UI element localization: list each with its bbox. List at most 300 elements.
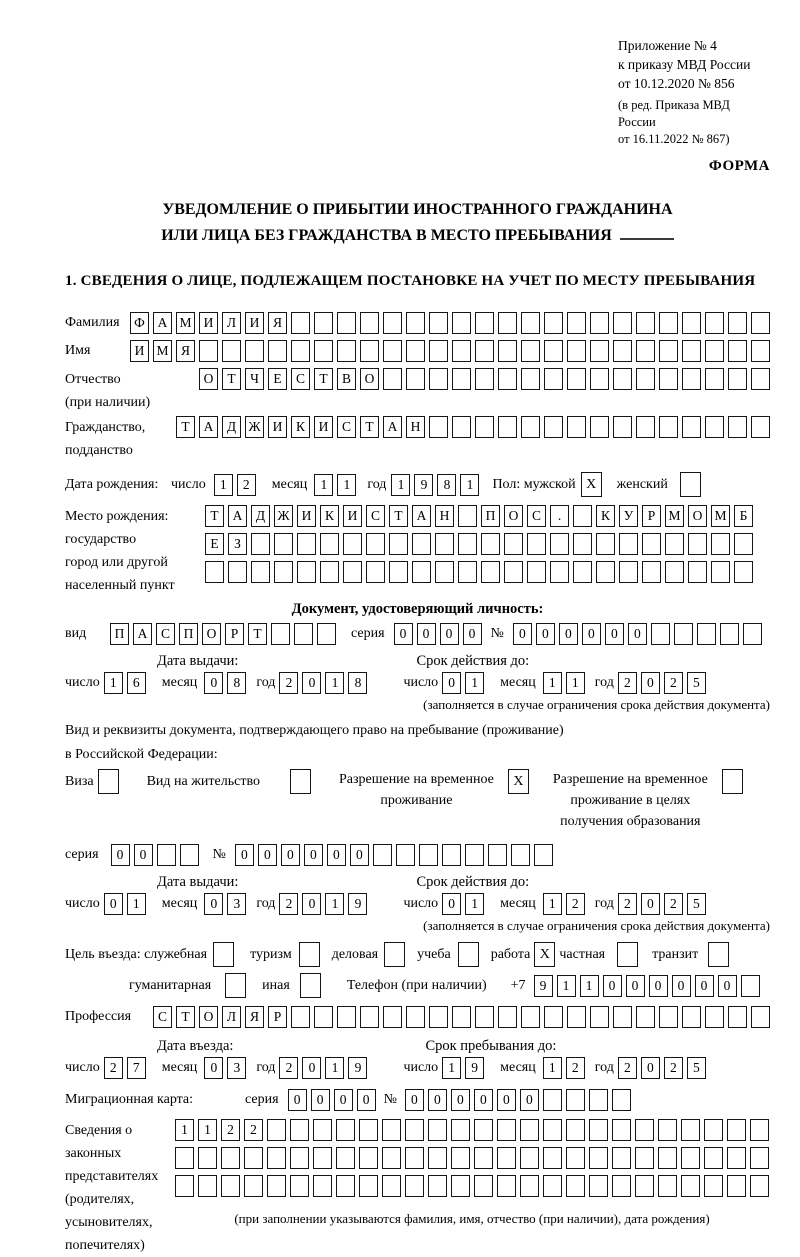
char-cell[interactable]: 0	[204, 893, 223, 915]
char-cell[interactable]	[596, 561, 615, 583]
char-cell[interactable]: Т	[314, 368, 333, 390]
char-cell[interactable]	[497, 1119, 516, 1141]
char-cell[interactable]: 5	[687, 672, 706, 694]
char-cell[interactable]	[520, 1175, 539, 1197]
char-cell[interactable]: 1	[175, 1119, 194, 1141]
char-cell[interactable]	[659, 416, 678, 438]
char-cell[interactable]: 0	[204, 1057, 223, 1079]
char-cell[interactable]: Т	[222, 368, 241, 390]
char-cell[interactable]	[198, 1147, 217, 1169]
char-cell[interactable]	[705, 1006, 724, 1028]
char-cell[interactable]	[544, 368, 563, 390]
char-cell[interactable]: 2	[618, 1057, 637, 1079]
char-cell[interactable]	[475, 1006, 494, 1028]
char-cell[interactable]	[658, 1119, 677, 1141]
char-cell[interactable]	[274, 533, 293, 555]
char-cell[interactable]	[359, 1147, 378, 1169]
char-cell[interactable]: 0	[641, 1057, 660, 1079]
char-cell[interactable]	[498, 368, 517, 390]
char-cell[interactable]	[474, 1175, 493, 1197]
char-cell[interactable]	[590, 368, 609, 390]
char-cell[interactable]: 0	[442, 893, 461, 915]
char-cell[interactable]: 0	[603, 975, 622, 997]
char-cell[interactable]	[452, 340, 471, 362]
char-cell[interactable]	[697, 623, 716, 645]
char-cell[interactable]	[428, 1119, 447, 1141]
char-cell[interactable]	[704, 1175, 723, 1197]
char-cell[interactable]	[589, 1175, 608, 1197]
char-cell[interactable]	[314, 1006, 333, 1028]
char-cell[interactable]	[314, 312, 333, 334]
char-cell[interactable]: 0	[428, 1089, 447, 1111]
char-cell[interactable]	[267, 1147, 286, 1169]
char-cell[interactable]	[297, 533, 316, 555]
char-cell[interactable]: И	[314, 416, 333, 438]
char-cell[interactable]	[451, 1175, 470, 1197]
char-cell[interactable]	[665, 561, 684, 583]
char-cell[interactable]: 2	[566, 1057, 585, 1079]
char-cell[interactable]: 0	[302, 893, 321, 915]
char-cell[interactable]: С	[291, 368, 310, 390]
char-cell[interactable]	[613, 312, 632, 334]
char-cell[interactable]: 9	[465, 1057, 484, 1079]
char-cell[interactable]	[198, 1175, 217, 1197]
char-cell[interactable]	[383, 312, 402, 334]
char-cell[interactable]	[659, 368, 678, 390]
char-cell[interactable]	[359, 1119, 378, 1141]
char-cell[interactable]: И	[297, 505, 316, 527]
char-cell[interactable]: Ж	[245, 416, 264, 438]
char-cell[interactable]	[451, 1147, 470, 1169]
char-cell[interactable]	[567, 312, 586, 334]
char-cell[interactable]	[180, 844, 199, 866]
char-cell[interactable]	[452, 416, 471, 438]
char-cell[interactable]	[682, 340, 701, 362]
char-cell[interactable]: 0	[204, 672, 223, 694]
char-cell[interactable]: З	[228, 533, 247, 555]
char-cell[interactable]: Я	[176, 340, 195, 362]
char-cell[interactable]	[383, 368, 402, 390]
char-cell[interactable]	[474, 1147, 493, 1169]
char-cell[interactable]: Т	[248, 623, 267, 645]
char-cell[interactable]	[475, 340, 494, 362]
char-cell[interactable]	[682, 312, 701, 334]
char-cell[interactable]: П	[481, 505, 500, 527]
char-cell[interactable]	[504, 533, 523, 555]
char-cell[interactable]	[221, 1175, 240, 1197]
sex-female-checkbox[interactable]	[680, 472, 701, 497]
char-cell[interactable]	[452, 1006, 471, 1028]
char-cell[interactable]: 1	[391, 474, 410, 496]
char-cell[interactable]: Ч	[245, 368, 264, 390]
char-cell[interactable]: О	[199, 368, 218, 390]
char-cell[interactable]	[705, 312, 724, 334]
char-cell[interactable]: 2	[244, 1119, 263, 1141]
char-cell[interactable]	[659, 312, 678, 334]
char-cell[interactable]	[228, 561, 247, 583]
char-cell[interactable]: П	[110, 623, 129, 645]
char-cell[interactable]	[313, 1175, 332, 1197]
char-cell[interactable]: И	[199, 312, 218, 334]
char-cell[interactable]	[481, 533, 500, 555]
char-cell[interactable]: 8	[227, 672, 246, 694]
char-cell[interactable]	[711, 561, 730, 583]
char-cell[interactable]: 2	[279, 672, 298, 694]
char-cell[interactable]	[527, 533, 546, 555]
char-cell[interactable]: 2	[566, 893, 585, 915]
char-cell[interactable]	[336, 1147, 355, 1169]
char-cell[interactable]	[659, 1006, 678, 1028]
char-cell[interactable]	[475, 368, 494, 390]
char-cell[interactable]	[728, 368, 747, 390]
char-cell[interactable]	[366, 561, 385, 583]
purpose-official-checkbox[interactable]	[213, 942, 234, 967]
char-cell[interactable]: 0	[672, 975, 691, 997]
char-cell[interactable]	[511, 844, 530, 866]
char-cell[interactable]: И	[245, 312, 264, 334]
char-cell[interactable]	[290, 1147, 309, 1169]
purpose-business-checkbox[interactable]	[384, 942, 405, 967]
char-cell[interactable]	[405, 1147, 424, 1169]
char-cell[interactable]: 0	[302, 672, 321, 694]
char-cell[interactable]	[474, 1119, 493, 1141]
char-cell[interactable]: 5	[687, 893, 706, 915]
char-cell[interactable]: Д	[222, 416, 241, 438]
char-cell[interactable]: В	[337, 368, 356, 390]
char-cell[interactable]: Т	[205, 505, 224, 527]
char-cell[interactable]: 0	[442, 672, 461, 694]
char-cell[interactable]: 0	[311, 1089, 330, 1111]
char-cell[interactable]	[636, 416, 655, 438]
char-cell[interactable]	[458, 561, 477, 583]
char-cell[interactable]: Т	[360, 416, 379, 438]
char-cell[interactable]	[520, 1119, 539, 1141]
char-cell[interactable]: 0	[628, 623, 647, 645]
char-cell[interactable]: 2	[664, 893, 683, 915]
char-cell[interactable]	[682, 416, 701, 438]
char-cell[interactable]: К	[291, 416, 310, 438]
char-cell[interactable]	[336, 1175, 355, 1197]
char-cell[interactable]: С	[156, 623, 175, 645]
char-cell[interactable]	[267, 1119, 286, 1141]
char-cell[interactable]	[751, 340, 770, 362]
char-cell[interactable]: 1	[198, 1119, 217, 1141]
char-cell[interactable]	[521, 1006, 540, 1028]
char-cell[interactable]: Б	[734, 505, 753, 527]
char-cell[interactable]: 3	[227, 1057, 246, 1079]
char-cell[interactable]	[728, 312, 747, 334]
char-cell[interactable]	[343, 533, 362, 555]
char-cell[interactable]: .	[550, 505, 569, 527]
char-cell[interactable]: И	[343, 505, 362, 527]
char-cell[interactable]: М	[176, 312, 195, 334]
char-cell[interactable]	[383, 340, 402, 362]
char-cell[interactable]: 1	[325, 672, 344, 694]
char-cell[interactable]	[268, 340, 287, 362]
char-cell[interactable]: М	[711, 505, 730, 527]
char-cell[interactable]: 5	[687, 1057, 706, 1079]
char-cell[interactable]	[373, 844, 392, 866]
char-cell[interactable]	[314, 340, 333, 362]
char-cell[interactable]: 0	[334, 1089, 353, 1111]
char-cell[interactable]	[406, 368, 425, 390]
char-cell[interactable]: 2	[104, 1057, 123, 1079]
char-cell[interactable]	[567, 340, 586, 362]
char-cell[interactable]	[405, 1175, 424, 1197]
char-cell[interactable]: 9	[348, 1057, 367, 1079]
char-cell[interactable]	[589, 1119, 608, 1141]
char-cell[interactable]: 0	[134, 844, 153, 866]
char-cell[interactable]: 0	[474, 1089, 493, 1111]
char-cell[interactable]: 1	[337, 474, 356, 496]
char-cell[interactable]	[396, 844, 415, 866]
char-cell[interactable]: Д	[251, 505, 270, 527]
char-cell[interactable]	[734, 561, 753, 583]
char-cell[interactable]	[590, 1006, 609, 1028]
char-cell[interactable]: 2	[618, 672, 637, 694]
char-cell[interactable]: 1	[460, 474, 479, 496]
char-cell[interactable]	[291, 312, 310, 334]
char-cell[interactable]: 0	[536, 623, 555, 645]
temp-edu-checkbox[interactable]	[722, 769, 743, 794]
char-cell[interactable]: 2	[237, 474, 256, 496]
char-cell[interactable]	[360, 312, 379, 334]
char-cell[interactable]	[475, 312, 494, 334]
char-cell[interactable]	[428, 1175, 447, 1197]
char-cell[interactable]: 3	[227, 893, 246, 915]
char-cell[interactable]	[613, 416, 632, 438]
char-cell[interactable]: 0	[235, 844, 254, 866]
char-cell[interactable]	[435, 561, 454, 583]
char-cell[interactable]	[534, 844, 553, 866]
char-cell[interactable]	[475, 416, 494, 438]
char-cell[interactable]	[251, 533, 270, 555]
char-cell[interactable]: 1	[543, 1057, 562, 1079]
char-cell[interactable]	[389, 561, 408, 583]
char-cell[interactable]	[734, 533, 753, 555]
purpose-private-checkbox[interactable]	[617, 942, 638, 967]
char-cell[interactable]: 0	[394, 623, 413, 645]
char-cell[interactable]	[665, 533, 684, 555]
char-cell[interactable]	[681, 1119, 700, 1141]
char-cell[interactable]	[751, 416, 770, 438]
char-cell[interactable]: 8	[348, 672, 367, 694]
char-cell[interactable]	[245, 340, 264, 362]
char-cell[interactable]	[612, 1089, 631, 1111]
char-cell[interactable]	[567, 1006, 586, 1028]
char-cell[interactable]: 0	[258, 844, 277, 866]
char-cell[interactable]: 0	[440, 623, 459, 645]
char-cell[interactable]: Т	[389, 505, 408, 527]
char-cell[interactable]	[636, 312, 655, 334]
char-cell[interactable]	[704, 1119, 723, 1141]
char-cell[interactable]	[743, 623, 762, 645]
char-cell[interactable]	[383, 1006, 402, 1028]
char-cell[interactable]	[636, 1006, 655, 1028]
char-cell[interactable]	[635, 1175, 654, 1197]
char-cell[interactable]	[435, 533, 454, 555]
char-cell[interactable]	[359, 1175, 378, 1197]
char-cell[interactable]	[642, 533, 661, 555]
char-cell[interactable]	[458, 533, 477, 555]
char-cell[interactable]	[635, 1119, 654, 1141]
char-cell[interactable]	[451, 1119, 470, 1141]
char-cell[interactable]	[406, 1006, 425, 1028]
char-cell[interactable]	[681, 1175, 700, 1197]
char-cell[interactable]: 9	[414, 474, 433, 496]
purpose-work-checkbox[interactable]: X	[534, 942, 555, 967]
char-cell[interactable]	[590, 340, 609, 362]
char-cell[interactable]: 1	[325, 893, 344, 915]
char-cell[interactable]: Р	[225, 623, 244, 645]
char-cell[interactable]: 1	[566, 672, 585, 694]
residence-permit-checkbox[interactable]	[290, 769, 311, 794]
char-cell[interactable]	[274, 561, 293, 583]
char-cell[interactable]	[313, 1147, 332, 1169]
char-cell[interactable]	[497, 1175, 516, 1197]
char-cell[interactable]	[527, 561, 546, 583]
char-cell[interactable]	[589, 1147, 608, 1169]
char-cell[interactable]: 0	[649, 975, 668, 997]
char-cell[interactable]	[705, 340, 724, 362]
char-cell[interactable]	[175, 1175, 194, 1197]
char-cell[interactable]: 0	[451, 1089, 470, 1111]
char-cell[interactable]: Л	[222, 312, 241, 334]
char-cell[interactable]	[429, 340, 448, 362]
char-cell[interactable]: С	[337, 416, 356, 438]
char-cell[interactable]	[567, 368, 586, 390]
purpose-study-checkbox[interactable]	[458, 942, 479, 967]
char-cell[interactable]	[412, 533, 431, 555]
char-cell[interactable]	[590, 312, 609, 334]
char-cell[interactable]: М	[153, 340, 172, 362]
char-cell[interactable]	[590, 416, 609, 438]
char-cell[interactable]: П	[179, 623, 198, 645]
char-cell[interactable]: А	[153, 312, 172, 334]
char-cell[interactable]: 0	[304, 844, 323, 866]
char-cell[interactable]	[366, 533, 385, 555]
char-cell[interactable]: О	[504, 505, 523, 527]
char-cell[interactable]: 1	[557, 975, 576, 997]
char-cell[interactable]	[429, 1006, 448, 1028]
char-cell[interactable]: 9	[348, 893, 367, 915]
char-cell[interactable]	[566, 1175, 585, 1197]
char-cell[interactable]: 0	[513, 623, 532, 645]
char-cell[interactable]: И	[130, 340, 149, 362]
char-cell[interactable]	[336, 1119, 355, 1141]
char-cell[interactable]: С	[527, 505, 546, 527]
purpose-other-checkbox[interactable]	[300, 973, 321, 998]
char-cell[interactable]	[751, 1006, 770, 1028]
char-cell[interactable]	[727, 1175, 746, 1197]
char-cell[interactable]	[251, 561, 270, 583]
char-cell[interactable]	[704, 1147, 723, 1169]
char-cell[interactable]	[520, 1147, 539, 1169]
char-cell[interactable]	[596, 533, 615, 555]
char-cell[interactable]	[550, 561, 569, 583]
char-cell[interactable]: 0	[111, 844, 130, 866]
char-cell[interactable]	[720, 623, 739, 645]
char-cell[interactable]	[498, 1006, 517, 1028]
char-cell[interactable]	[222, 340, 241, 362]
char-cell[interactable]	[727, 1147, 746, 1169]
char-cell[interactable]	[636, 368, 655, 390]
char-cell[interactable]	[544, 312, 563, 334]
char-cell[interactable]	[543, 1119, 562, 1141]
char-cell[interactable]: Е	[205, 533, 224, 555]
char-cell[interactable]: А	[383, 416, 402, 438]
char-cell[interactable]: 1	[314, 474, 333, 496]
char-cell[interactable]	[651, 623, 670, 645]
char-cell[interactable]	[498, 416, 517, 438]
purpose-tourism-checkbox[interactable]	[299, 942, 320, 967]
char-cell[interactable]	[320, 533, 339, 555]
char-cell[interactable]: 2	[618, 893, 637, 915]
char-cell[interactable]	[297, 561, 316, 583]
char-cell[interactable]	[360, 1006, 379, 1028]
char-cell[interactable]	[750, 1119, 769, 1141]
char-cell[interactable]: 6	[127, 672, 146, 694]
char-cell[interactable]	[442, 844, 461, 866]
char-cell[interactable]	[544, 340, 563, 362]
char-cell[interactable]: 1	[104, 672, 123, 694]
char-cell[interactable]: Р	[268, 1006, 287, 1028]
char-cell[interactable]	[244, 1175, 263, 1197]
char-cell[interactable]	[175, 1147, 194, 1169]
char-cell[interactable]	[567, 416, 586, 438]
char-cell[interactable]	[727, 1119, 746, 1141]
char-cell[interactable]	[682, 368, 701, 390]
char-cell[interactable]: 9	[534, 975, 553, 997]
char-cell[interactable]: 1	[214, 474, 233, 496]
char-cell[interactable]	[504, 561, 523, 583]
char-cell[interactable]: 0	[641, 672, 660, 694]
char-cell[interactable]	[521, 312, 540, 334]
char-cell[interactable]: 1	[325, 1057, 344, 1079]
char-cell[interactable]: 0	[582, 623, 601, 645]
char-cell[interactable]	[544, 416, 563, 438]
char-cell[interactable]	[751, 368, 770, 390]
char-cell[interactable]	[566, 1089, 585, 1111]
char-cell[interactable]: Н	[406, 416, 425, 438]
purpose-transit-checkbox[interactable]	[708, 942, 729, 967]
temp-permit-checkbox[interactable]: X	[508, 769, 529, 794]
char-cell[interactable]	[412, 561, 431, 583]
char-cell[interactable]: 1	[127, 893, 146, 915]
char-cell[interactable]: А	[412, 505, 431, 527]
char-cell[interactable]: 1	[543, 893, 562, 915]
char-cell[interactable]	[521, 416, 540, 438]
char-cell[interactable]: 0	[497, 1089, 516, 1111]
char-cell[interactable]	[573, 505, 592, 527]
char-cell[interactable]	[711, 533, 730, 555]
char-cell[interactable]: 0	[463, 623, 482, 645]
char-cell[interactable]	[566, 1147, 585, 1169]
char-cell[interactable]	[497, 1147, 516, 1169]
char-cell[interactable]: М	[665, 505, 684, 527]
char-cell[interactable]	[429, 416, 448, 438]
char-cell[interactable]: 0	[405, 1089, 424, 1111]
char-cell[interactable]: 2	[279, 893, 298, 915]
char-cell[interactable]: 8	[437, 474, 456, 496]
char-cell[interactable]	[406, 340, 425, 362]
char-cell[interactable]: 0	[695, 975, 714, 997]
char-cell[interactable]	[681, 1147, 700, 1169]
char-cell[interactable]	[244, 1147, 263, 1169]
char-cell[interactable]	[619, 561, 638, 583]
char-cell[interactable]: 2	[279, 1057, 298, 1079]
char-cell[interactable]	[337, 340, 356, 362]
